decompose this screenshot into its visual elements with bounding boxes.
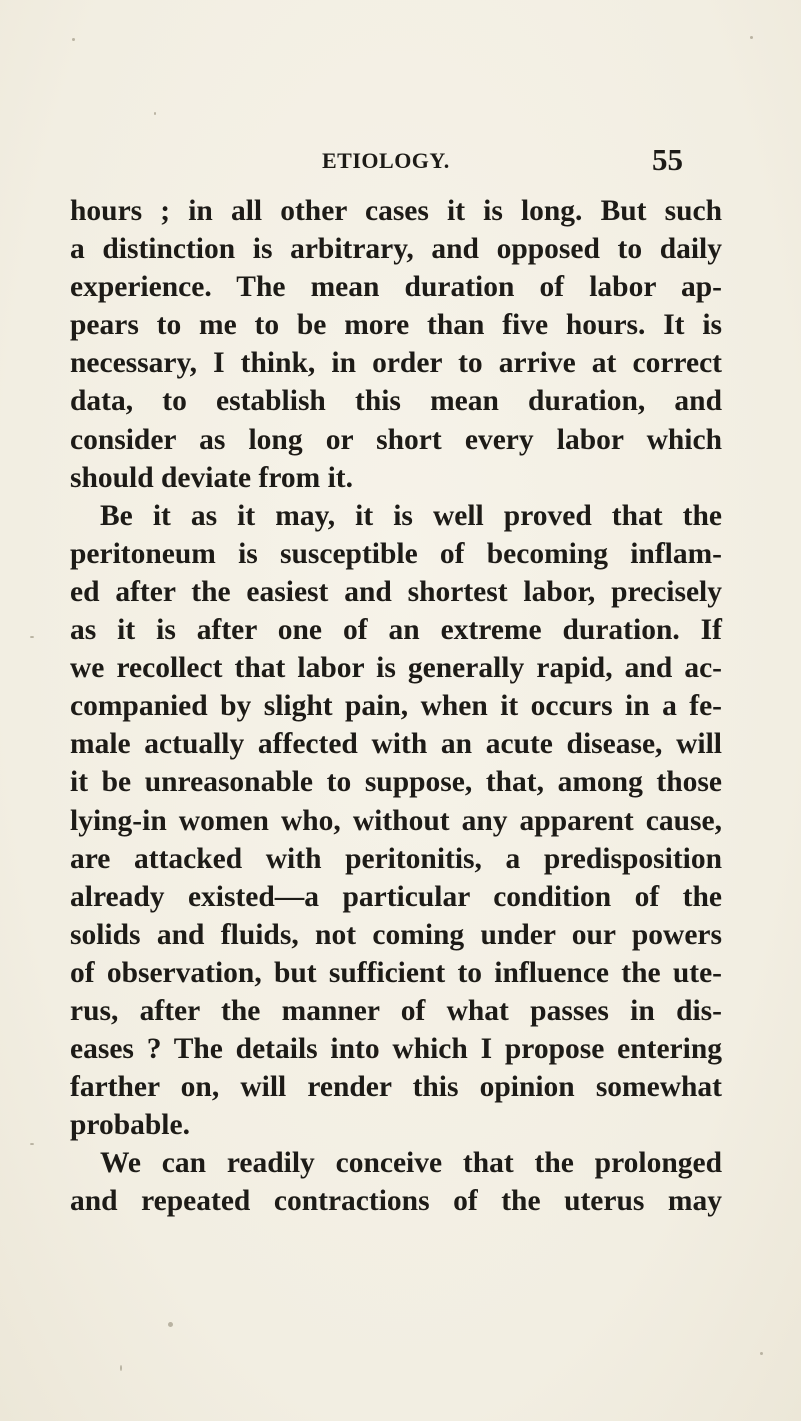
paper-speck [120,1365,122,1371]
body-text [70,192,722,1221]
paper-speck [760,1352,763,1355]
text-line: We can readily conceive that the prolonged [100,1147,722,1180]
text-line: of observation, but sufficient to influence the ute- [70,956,722,989]
text-line: and repeated contractions of the uterus may [70,1185,722,1218]
paper-speck [30,1143,34,1145]
text-line: eases ? The details into which I propose entering [70,1033,722,1066]
paper-speck [72,38,75,41]
text-line: are attacked with peritonitis, a predisposition [70,842,722,875]
text-line: solids and fluids, not coming under our powers [70,918,722,951]
text-line: companied by slight pain, when it occurs in a fe- [70,690,722,723]
text-line: we recollect that labor is generally rapid, and ac- [70,652,722,685]
text-line: pears to me to be more than five hours. It is [70,309,722,342]
text-line: peritoneum is susceptible of becoming inflam- [70,537,722,570]
text-line: farther on, will render this opinion somewhat [70,1071,722,1104]
running-head [0,144,801,184]
text-line: hours ; in all other cases it is long. But such [70,195,722,227]
text-line: ed after the easiest and shortest labor, precisely [70,575,722,608]
text-line: rus, after the manner of what passes in dis- [70,994,722,1027]
paper-speck [168,1322,173,1327]
text-line: consider as long or short every labor which [70,423,722,456]
paper-speck [154,112,156,115]
text-line: lying-in women who, without any apparent cause, [70,804,722,837]
text-line: Be it as it may, it is well proved that the [100,499,722,532]
text-line: male actually affected with an acute disease, will [70,728,722,761]
text-line: a distinction is arbitrary, and opposed to daily [70,233,722,266]
text-line: should deviate from it. [70,461,353,494]
text-line: it be unreasonable to suppose, that, among those [70,766,722,799]
page-number: 55 [652,142,683,177]
text-line: necessary, I think, in order to arrive at correct [70,347,722,380]
text-line: probable. [70,1109,190,1142]
text-line: experience. The mean duration of labor ap- [70,271,722,304]
paper-speck [30,636,34,638]
text-line: already existed—a particular condition of the [70,880,722,913]
text-line: as it is after one of an extreme duration. If [70,614,722,647]
paper-speck [750,36,753,39]
text-line: data, to establish this mean duration, and [70,385,722,418]
running-title: ETIOLOGY. [322,148,450,173]
